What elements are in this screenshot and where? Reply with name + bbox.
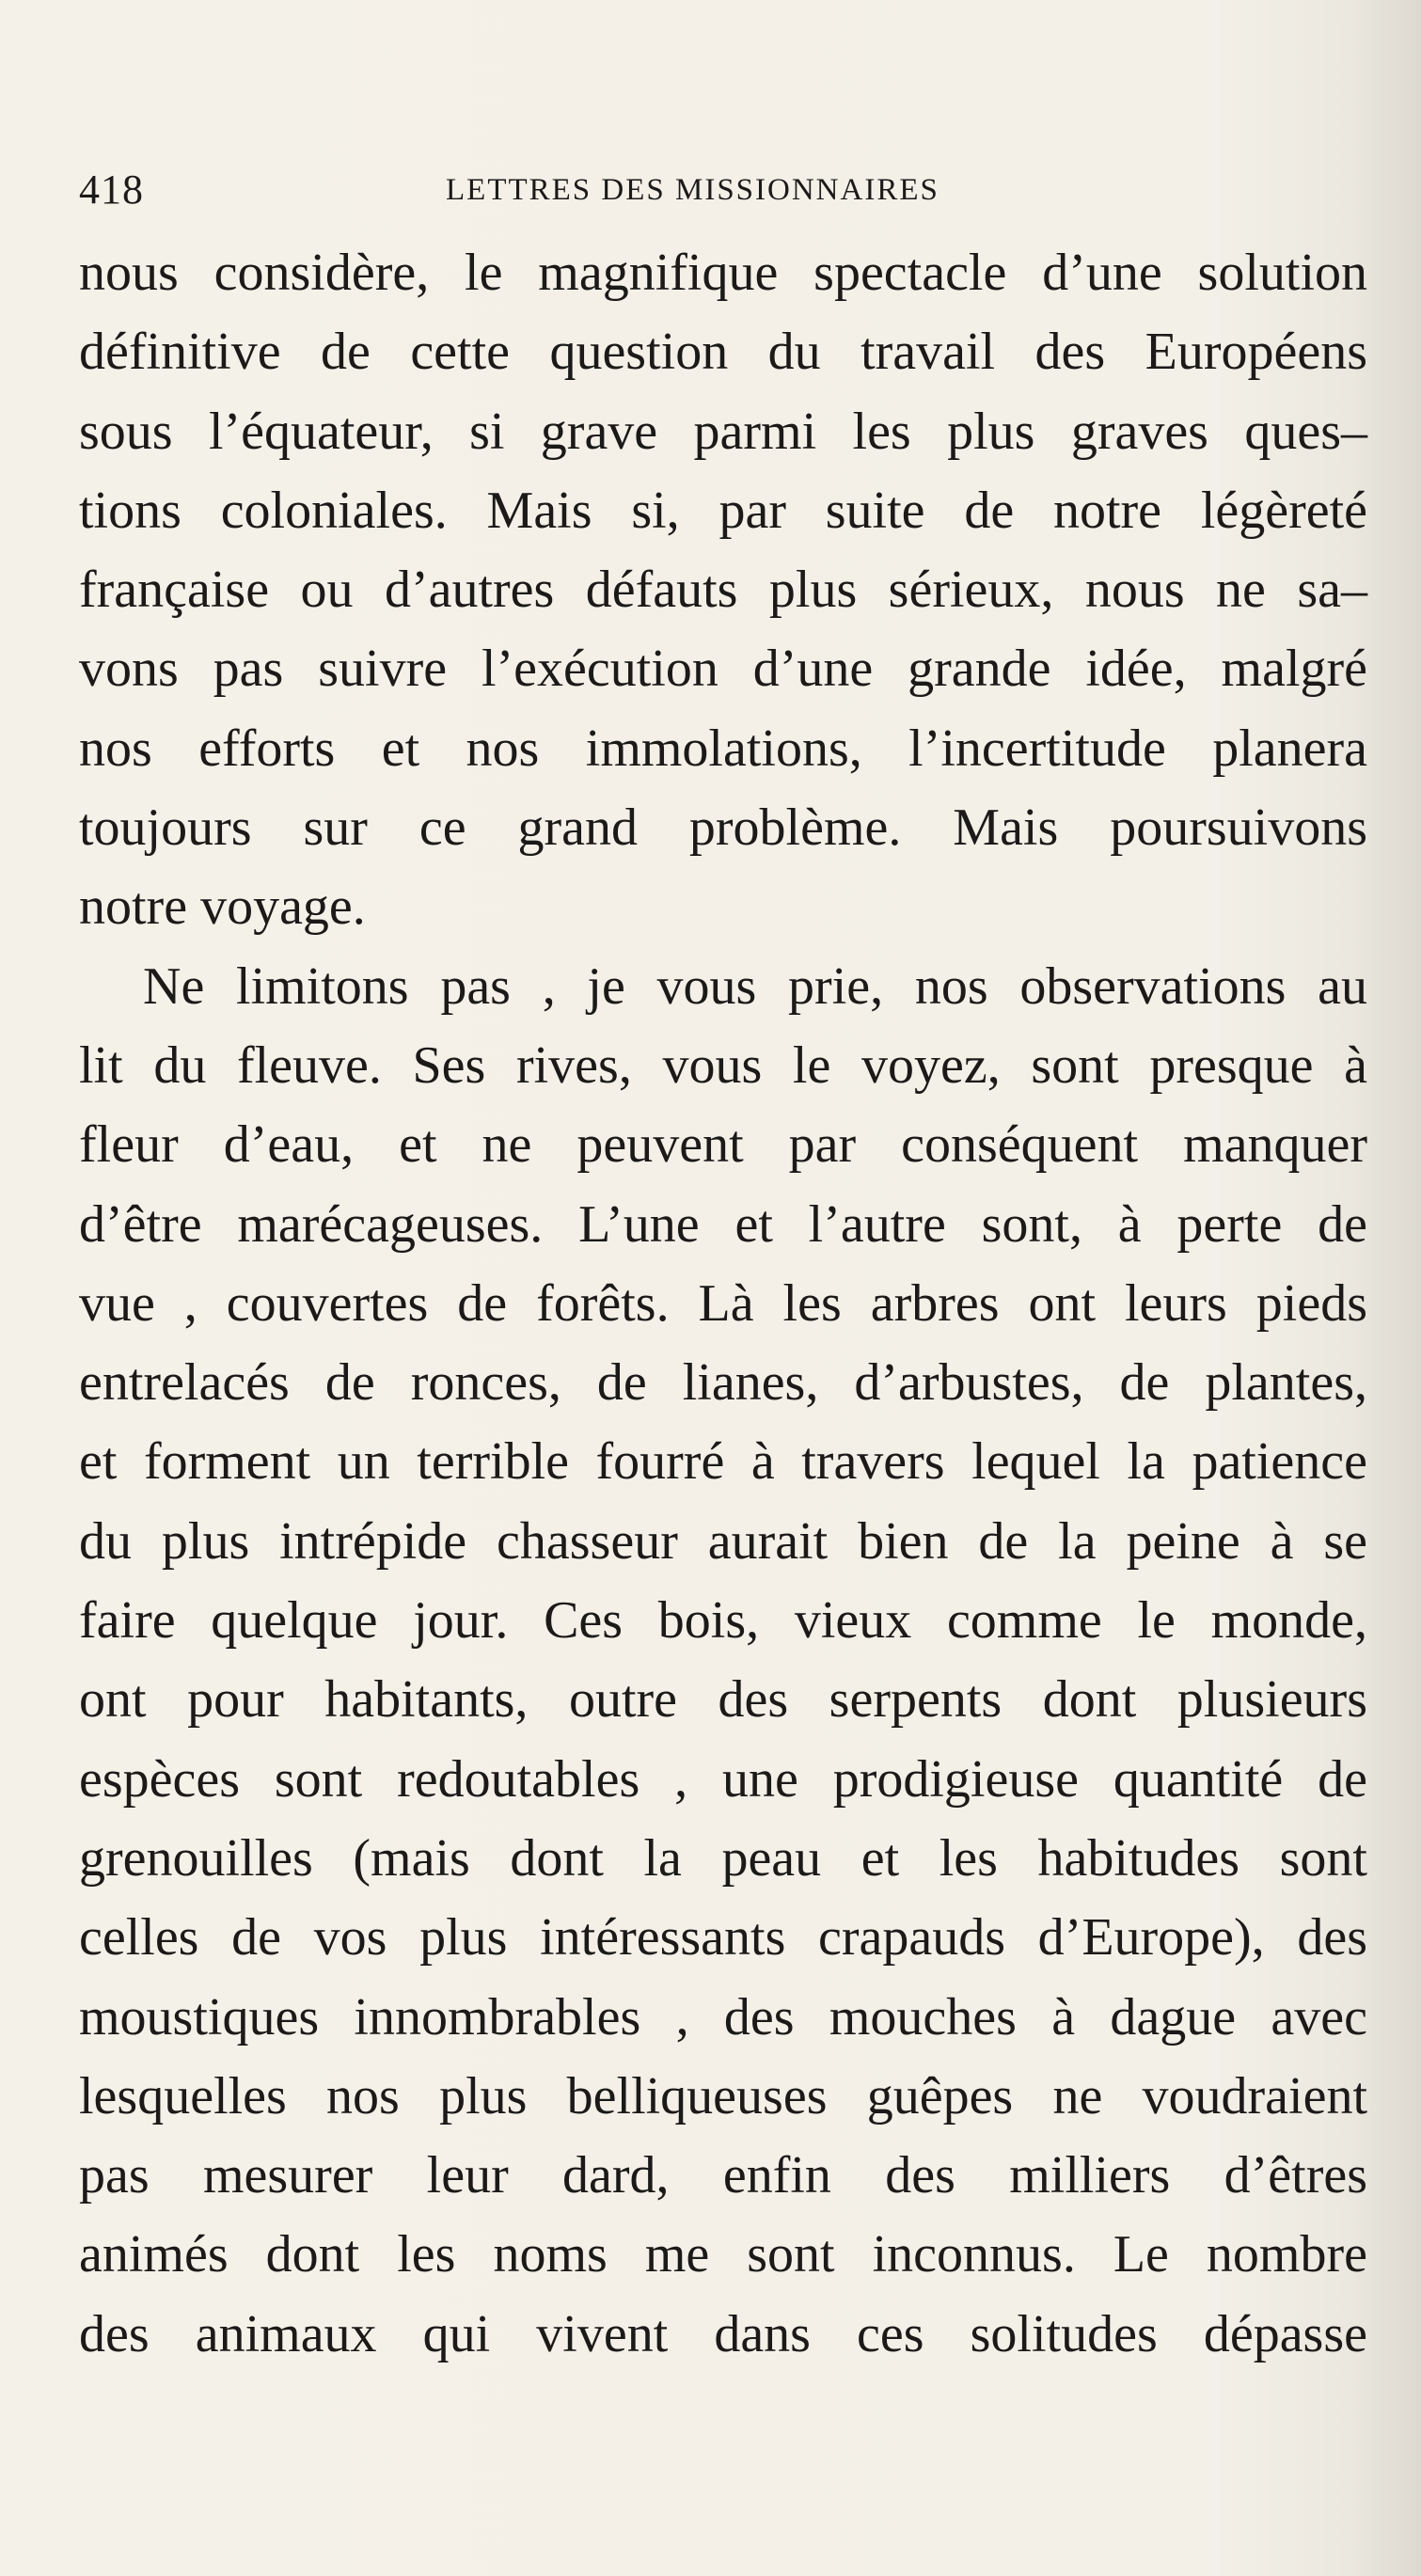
text-line: définitive de cette question du travail des Européens (79, 323, 1367, 382)
running-title: LETTRES DES MISSIONNAIRES (446, 173, 939, 207)
text-line: entrelacés de ronces, de lianes, d’arbustes, de plantes, (79, 1353, 1367, 1413)
text-line: tions coloniales. Mais si, par suite de notre légèreté (79, 481, 1367, 540)
running-head (79, 166, 1367, 222)
text-line: vons pas suivre l’exécution d’une grande idée, malgré (79, 640, 1367, 699)
text-line: fleur d’eau, et ne peuvent par conséquent manquer (79, 1115, 1367, 1175)
text-line: animés dont les noms me sont inconnus. Le nombre (79, 2225, 1367, 2284)
text-line: ont pour habitants, outre des serpents dont plusieurs (79, 1670, 1367, 1730)
text-line: moustiques innombrables , des mouches à dague avec (79, 1987, 1367, 2047)
paragraph-start-line: Ne limitons pas , je vous prie, nos observations au (143, 956, 1367, 1016)
text-line: pas mesurer leur dard, enfin des milliers d’êtres (79, 2146, 1367, 2205)
text-line: des animaux qui vivent dans ces solitudes dépasse (79, 2304, 1367, 2363)
text-line: du plus intrépide chasseur aurait bien de la peine à se (79, 1511, 1367, 1571)
text-line: espèces sont redoutables , une prodigieuse quantité de (79, 1749, 1367, 1809)
text-line: vue , couvertes de forêts. Là les arbres ont leurs pieds (79, 1273, 1367, 1333)
text-line: française ou d’autres défauts plus sérieux, nous ne sa– (79, 561, 1367, 620)
paragraph-end-line: notre voyage. (79, 877, 366, 937)
body-text (79, 233, 1367, 2374)
text-line: faire quelque jour. Ces bois, vieux comme le monde, (79, 1591, 1367, 1651)
text-line: sous l’équateur, si grave parmi les plus graves ques– (79, 402, 1367, 461)
text-line: nos efforts et nos immolations, l’incertitude planera (79, 719, 1367, 778)
text-line: nous considère, le magnifique spectacle d’une solution (79, 244, 1367, 302)
text-line: celles de vos plus intéressants crapauds d’Europe), des (79, 1908, 1367, 1968)
text-line: d’être marécageuses. L’une et l’autre sont, à perte de (79, 1194, 1367, 1254)
text-line: lesquelles nos plus belliqueuses guêpes ne voudraient (79, 2066, 1367, 2126)
page-number: 418 (79, 166, 144, 213)
text-line: lit du fleuve. Ses rives, vous le voyez, sont presque à (79, 1035, 1367, 1095)
text-line: toujours sur ce grand problème. Mais poursuivons (79, 798, 1367, 858)
text-line: grenouilles (mais dont la peau et les habitudes sont (79, 1828, 1367, 1888)
text-line: et forment un terrible fourré à travers lequel la patience (79, 1432, 1367, 1492)
